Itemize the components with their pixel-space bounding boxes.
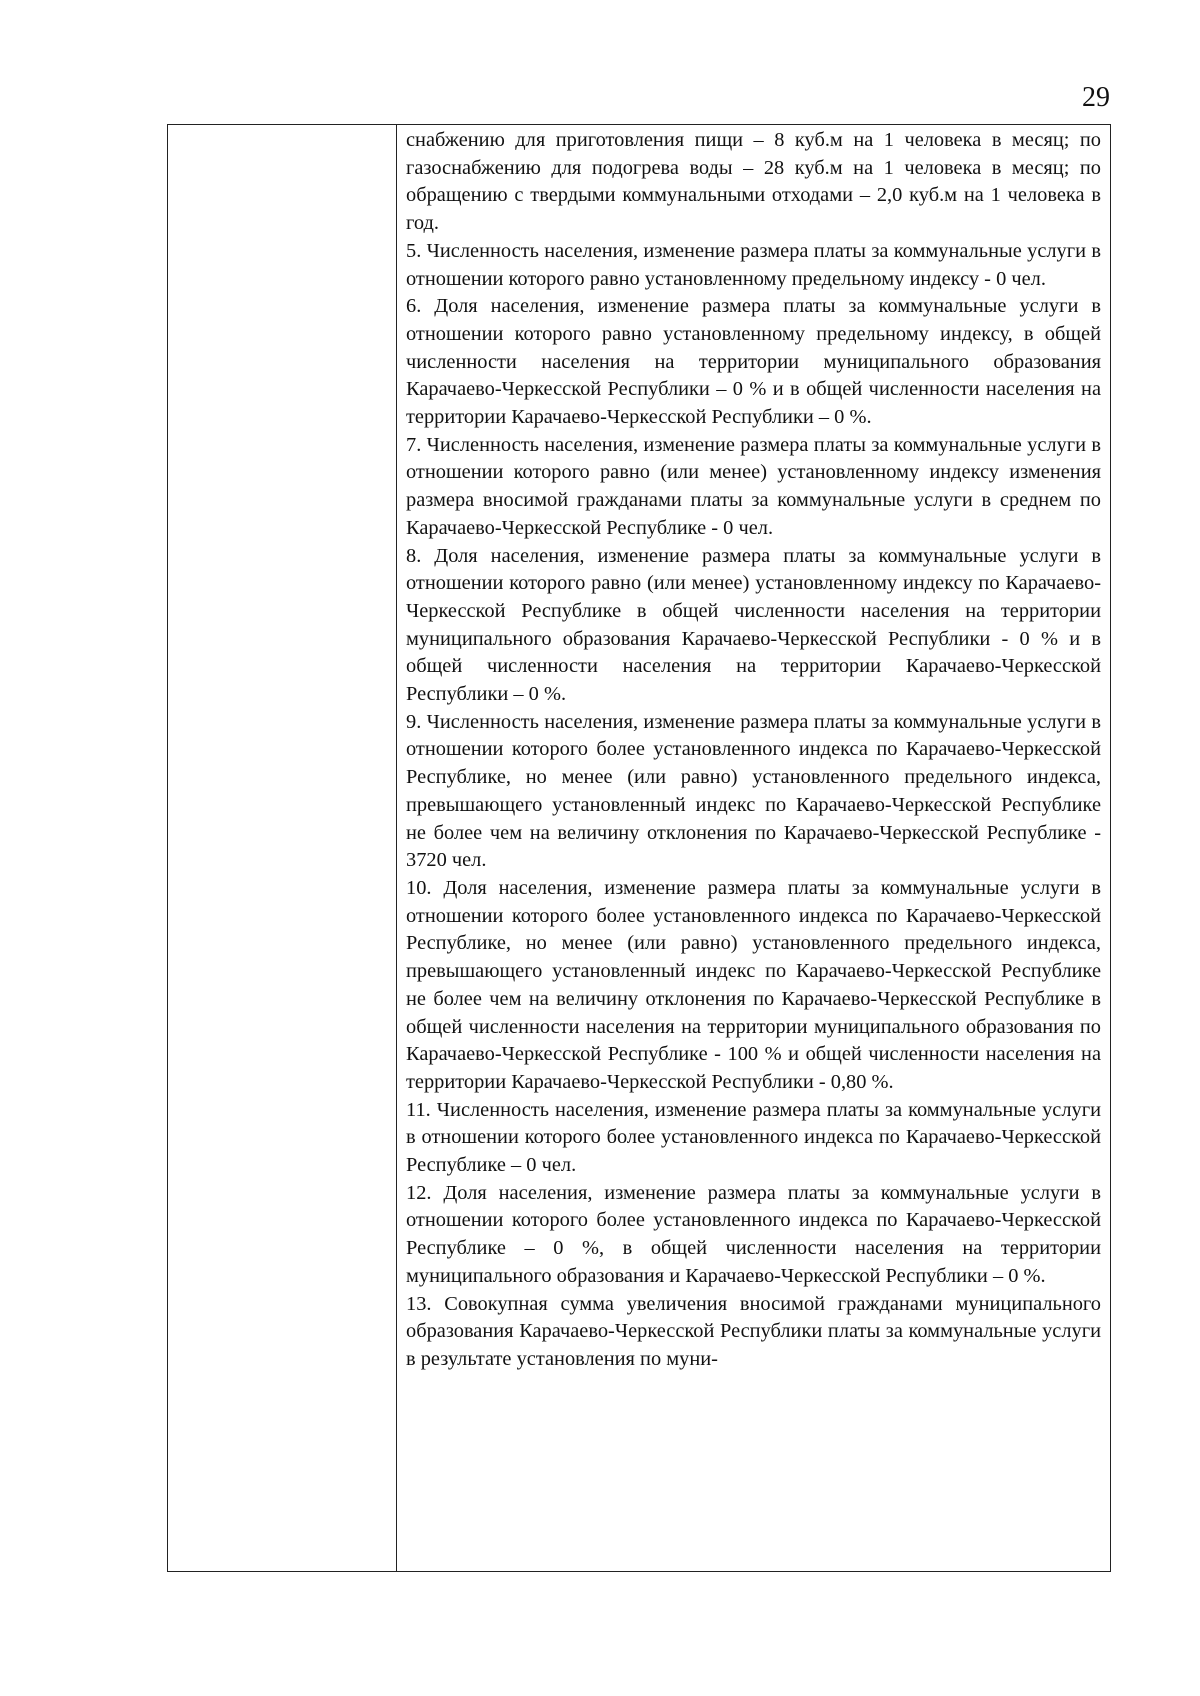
paragraph-item-12: 12. Доля населения, изменение размера платы за коммунальные услуги в отношении которого более установленного индекса по Карачаево-Черкесской Республике – 0 %, в общей численности населения на территории муниципального образования и Карачаево-Черкесской Республики – 0 %.: [406, 1181, 1101, 1287]
page-number: 29: [1082, 82, 1110, 113]
paragraph-item-5: 5. Численность населения, изменение размера платы за коммунальные услуги в отношении которого равно установленному предельному индексу - 0 чел.: [406, 239, 1101, 290]
paragraph-item-7: 7. Численность населения, изменение размера платы за коммунальные услуги в отношении которого равно (или менее) установленному индексу изменения размера вносимой гражданами платы за коммунальные услуги в среднем по Карачаево-Черкесской Республике - 0 чел.: [406, 433, 1101, 539]
paragraph-item-8: 8. Доля населения, изменение размера платы за коммунальные услуги в отношении которого равно (или менее) установленному индексу по Карачаево-Черкесской Республике в общей численности населения на территории муниципального образования Карачаево-Черкесской Республики - 0 % и в общей численности населения на территории Карачаево-Черкесской Республики – 0 %.: [406, 544, 1101, 706]
table-left-cell: [168, 125, 397, 1571]
table-right-cell: [397, 125, 1110, 1571]
paragraph-item-11: 11. Численность населения, изменение размера платы за коммунальные услуги в отношении которого более установленного индекса по Карачаево-Черкесской Республике – 0 чел.: [406, 1098, 1101, 1177]
paragraph-continuation: снабжению для приготовления пищи – 8 куб.м на 1 человека в месяц; по газоснабжению для подогрева воды – 28 куб.м на 1 человека в месяц; по обращению с твердыми коммунальными отходами – 2,0 куб.м на 1 человека в год.: [406, 129, 1101, 235]
paragraph-item-13: 13. Совокупная сумма увеличения вносимой гражданами муниципального образования Карачаево-Черкесской Республики платы за коммунальные услуги в результате установления по муни-: [406, 1292, 1101, 1370]
paragraph-item-10: 10. Доля населения, изменение размера платы за коммунальные услуги в отношении которого более установленного индекса по Карачаево-Черкесской Республике, но менее (или равно) установленного предельного индекса, превышающего установленный индекс по Карачаево-Черкесской Республике не более чем на величину отклонения по Карачаево-Черкесской Республике в общей численности населения на территории муниципального образования по Карачаево-Черкесской Республике - 100 % и общей численности населения на территории Карачаево-Черкесской Республики - 0,80 %.: [406, 876, 1101, 1093]
document-table: [167, 124, 1111, 1572]
paragraph-item-9: 9. Численность населения, изменение размера платы за коммунальные услуги в отношении которого более установленного индекса по Карачаево-Черкесской Республике, но менее (или равно) установленного предельного индекса, превышающего установленный индекс по Карачаево-Черкесской Республике не более чем на величину отклонения по Карачаево-Черкесской Республике - 3720 чел.: [406, 710, 1101, 872]
paragraph-item-6: 6. Доля населения, изменение размера платы за коммунальные услуги в отношении которого равно установленному предельному индексу, в общей численности населения на территории муниципального образования Карачаево-Черкесской Республики – 0 % и в общей численности населения на территории Карачаево-Черкесской Республики – 0 %.: [406, 295, 1101, 429]
